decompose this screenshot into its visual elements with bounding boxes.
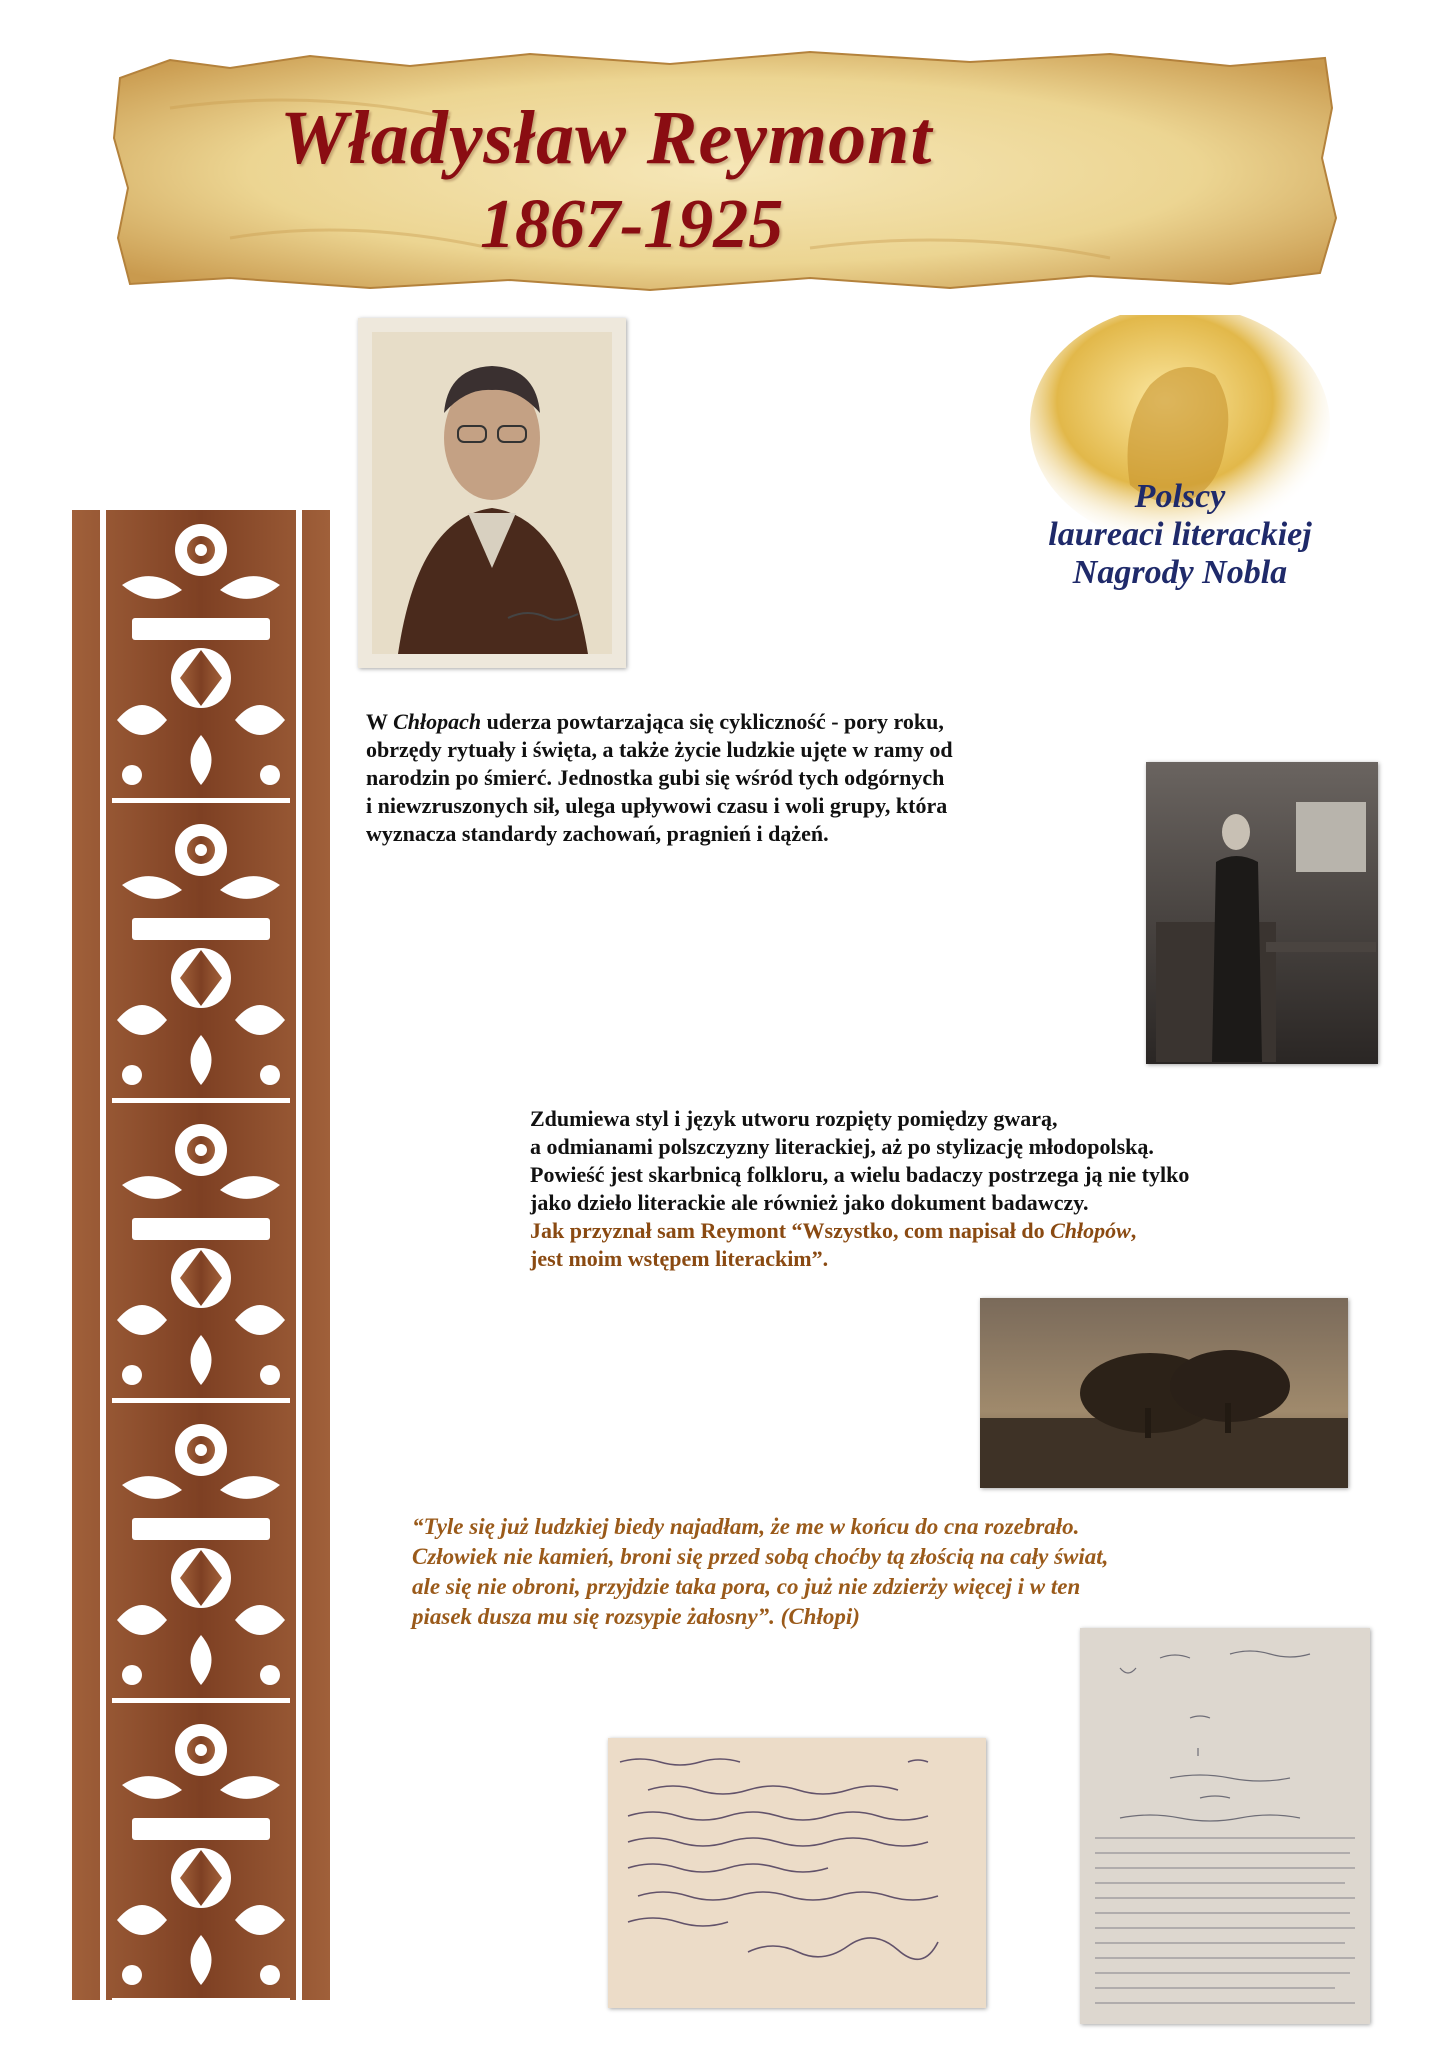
- para1-line2: obrzędy rytuały i święta, a także życie ludzkie ujęte w ramy od: [366, 737, 953, 762]
- quote-chlopi: [412, 1512, 1108, 1632]
- nobel-caption: [940, 478, 1420, 592]
- para1-line4: i niewzruszonych sił, ulega upływowi czasu i woli grupy, która: [366, 793, 948, 818]
- life-years: 1867-1925: [480, 186, 784, 263]
- manuscript-page-image: [1080, 1628, 1370, 2024]
- para2-line1: Zdumiewa styl i język utworu rozpięty pomiędzy gwarą,: [530, 1106, 1058, 1131]
- para1-line5: wyznacza standardy zachowań, pragnień i dążeń.: [366, 821, 829, 846]
- quote-line1: “Tyle się już ludzkiej biedy najadłam, że me w końcu do cna rozebrało.: [412, 1514, 1080, 1539]
- quote-line3: ale się nie obroni, przyjdzie taka pora, co już nie zdzierży więcej i w ten: [412, 1574, 1081, 1599]
- para2-line6: jest moim wstępem literackim”.: [530, 1246, 829, 1271]
- nobel-caption-line2: laureaci literackiej: [1048, 516, 1312, 553]
- handwritten-letter-image: [608, 1738, 986, 2008]
- landscape-painting-image: [980, 1298, 1348, 1488]
- reymont-portrait-image: [358, 318, 626, 668]
- quote-line2: Człowiek nie kamień, broni się przed sobą choćby tą złością na cały świat,: [412, 1544, 1109, 1569]
- para2-line5-end: ,: [1130, 1218, 1137, 1243]
- paragraph-cyclicity: [366, 708, 953, 848]
- para2-line4: jako dzieło literackie ale również jako dokument badawczy.: [530, 1190, 1089, 1215]
- para2-title-chlopow: Chłopów: [1050, 1218, 1131, 1243]
- para1-line3: narodzin po śmierć. Jednostka gubi się wśród tych odgórnych: [366, 765, 945, 790]
- reymont-studio-photo: [1146, 762, 1378, 1064]
- para2-line3: Powieść jest skarbnicą folkloru, a wielu badaczy postrzega ją nie tylko: [530, 1162, 1190, 1187]
- para1-l1-rest: uderza powtarzająca się cykliczność - pory roku,: [481, 709, 944, 734]
- quote-line4: piasek dusza mu się rozsypie żałosny”. (Chłopi): [412, 1604, 860, 1629]
- nobel-caption-line1: Polscy: [1134, 478, 1226, 515]
- page-title: Władysław Reymont: [280, 96, 933, 180]
- folk-papercut-strip: [72, 510, 330, 2000]
- paragraph-style-language: [530, 1105, 1189, 1273]
- para2-line5-start: Jak przyznał sam Reymont “Wszystko, com napisał do: [530, 1218, 1051, 1243]
- nobel-caption-line3: Nagrody Nobla: [1072, 554, 1288, 591]
- para1-w: W: [366, 709, 394, 734]
- para2-line2: a odmianami polszczyzny literackiej, aż po stylizację młodopolską.: [530, 1134, 1154, 1159]
- para1-title-chlopach: Chłopach: [393, 709, 482, 734]
